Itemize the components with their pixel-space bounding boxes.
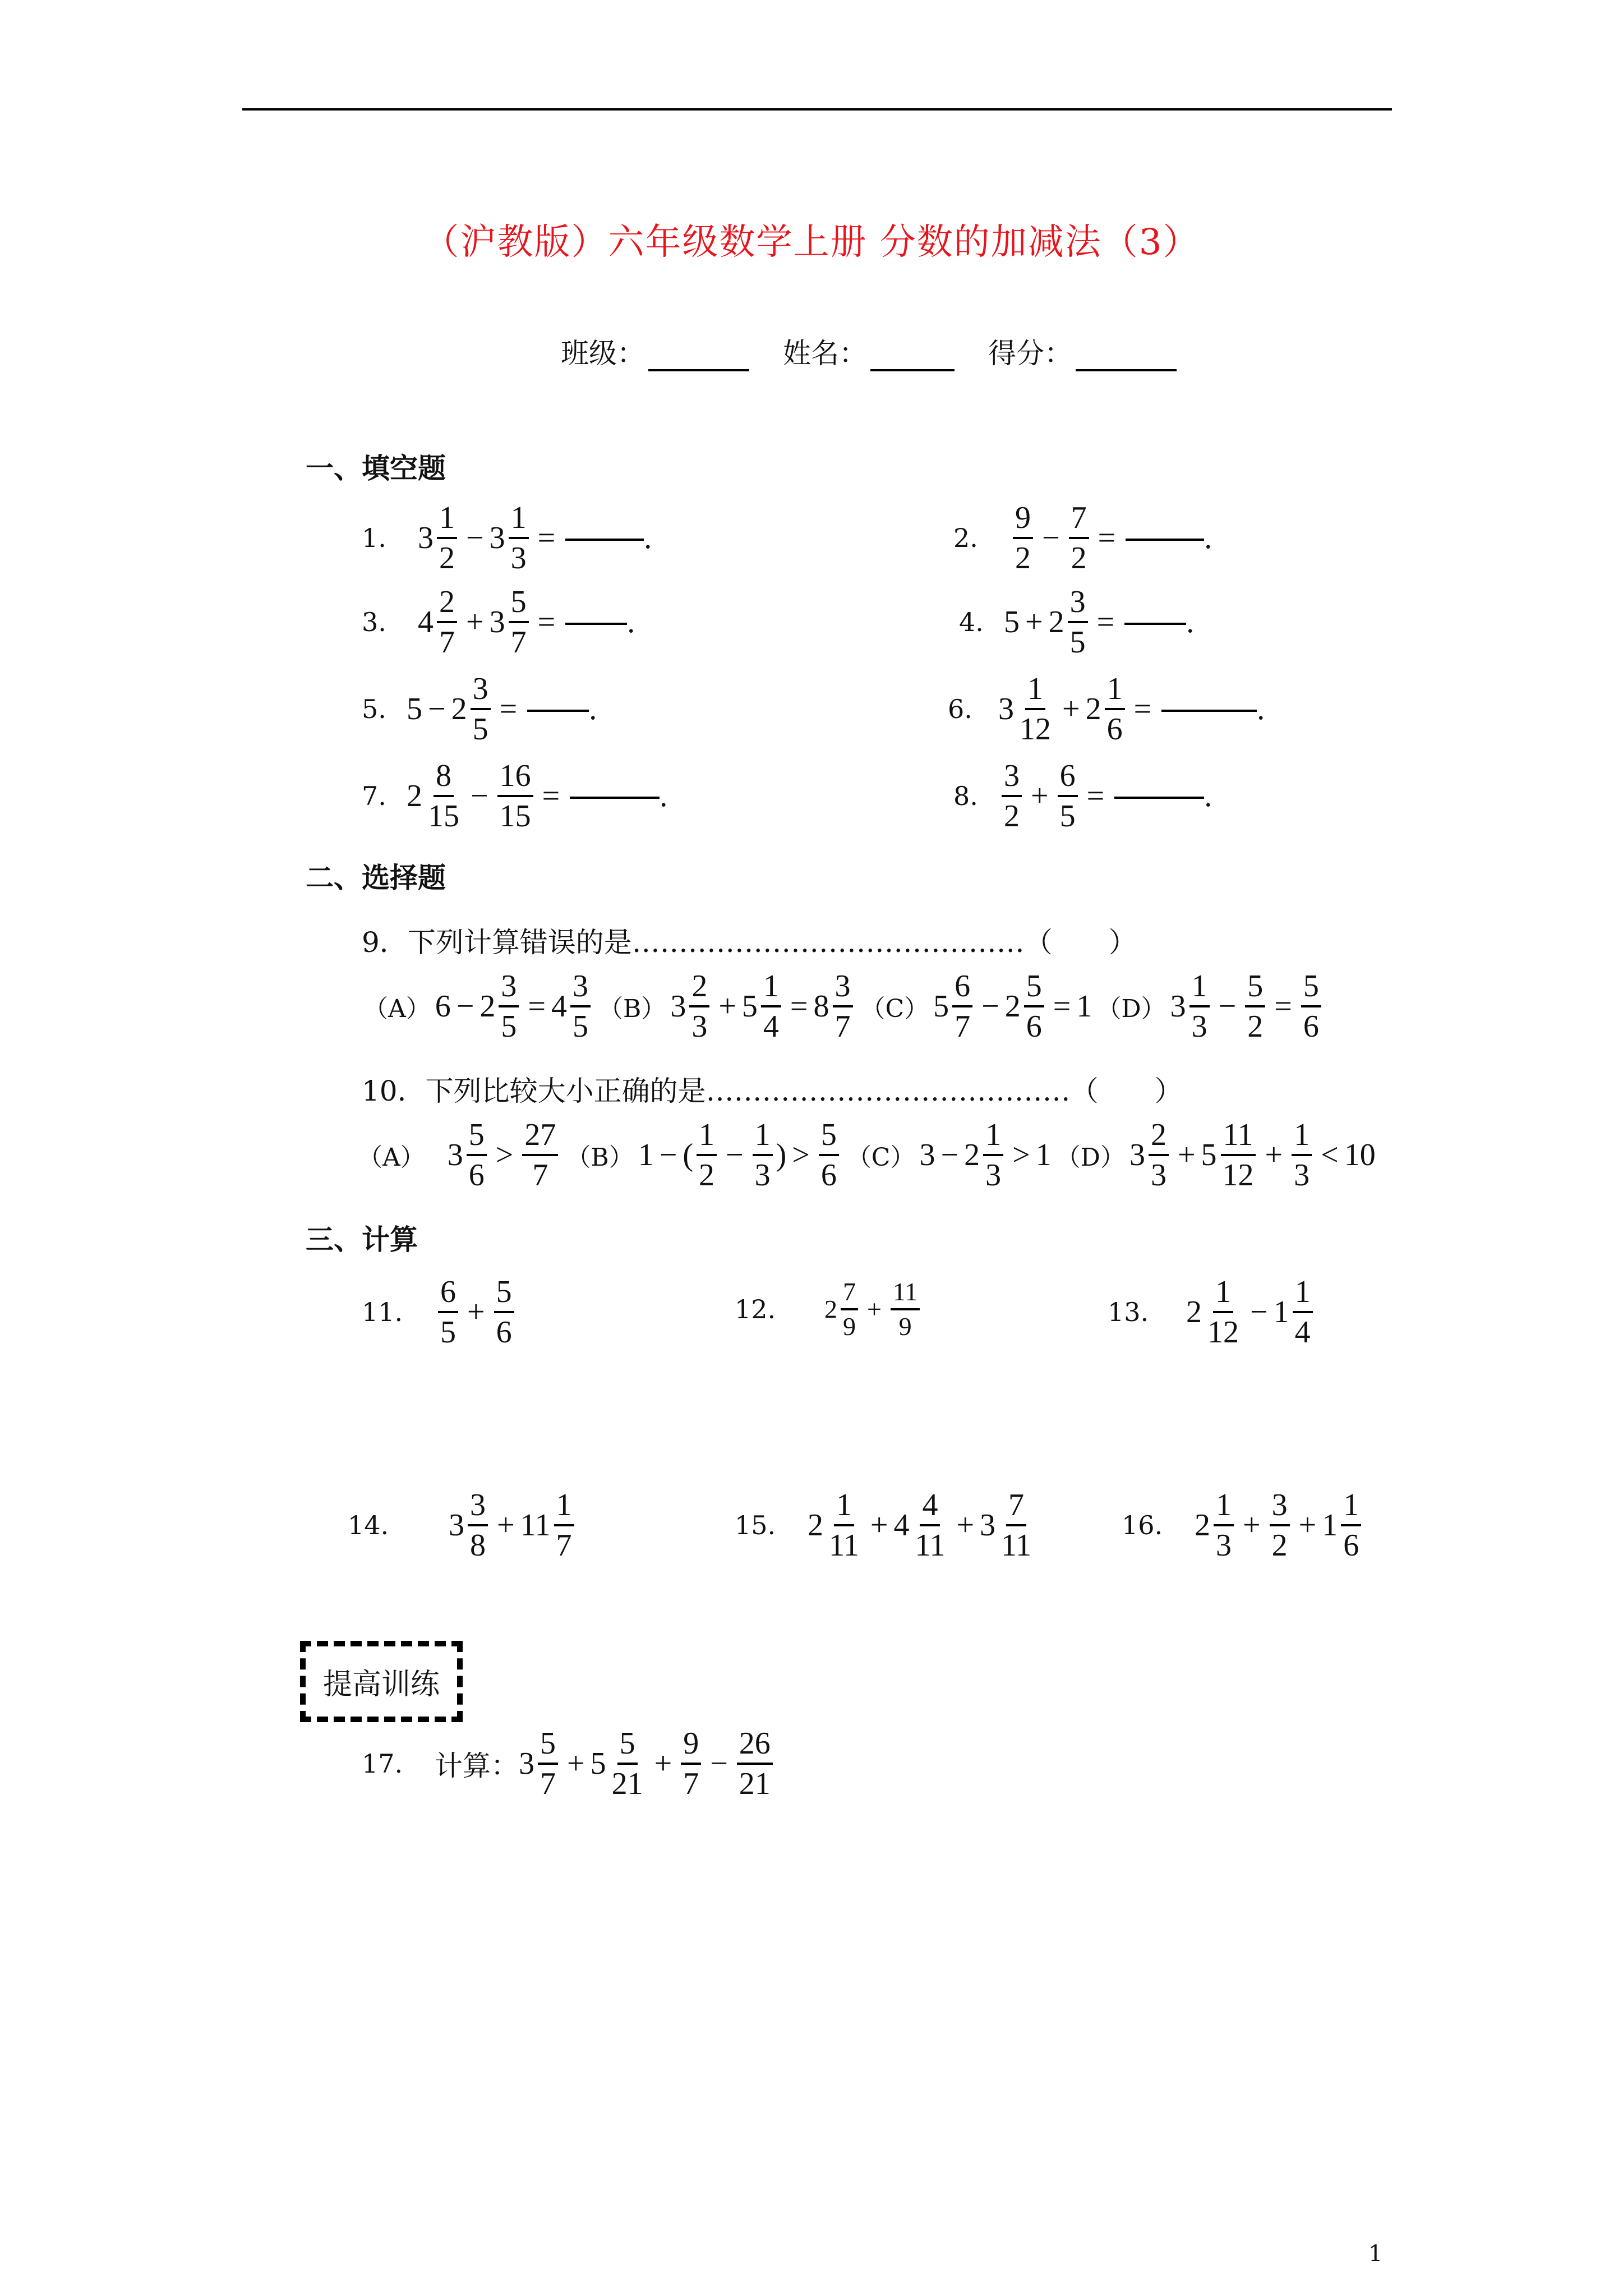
answer-blank[interactable]: [1124, 619, 1186, 625]
question-7: [362, 760, 667, 832]
page-title: （沪教版）六年级数学上册 分数的加减法（3）: [423, 222, 1200, 263]
option-c[interactable]: （C）: [860, 995, 929, 1023]
question-expression: $\frac{6}{5}$ + $\frac{5}{6}$: [435, 1276, 518, 1348]
answer-blank[interactable]: [565, 619, 627, 625]
option-a[interactable]: （A）: [363, 995, 431, 1023]
question-1: [362, 502, 652, 574]
question-expression: 5 − 2 $\frac{3}{5}$ = .: [407, 671, 597, 747]
question-expression: $\frac{3}{2}$ + $\frac{6}{5}$ = .: [998, 760, 1212, 832]
class-label: 班级：: [561, 337, 645, 370]
option-b-expression: 1 − ( $\frac{1}{2}$ − $\frac{1}{3}$ ) > $\frac{5}{6}$: [638, 1119, 842, 1191]
question-number: 8.: [953, 781, 978, 811]
question-12: [735, 1279, 923, 1340]
option-a[interactable]: （A）: [358, 1143, 425, 1172]
answer-blank[interactable]: [570, 793, 660, 799]
question-17: [362, 1728, 776, 1800]
question-number: 12.: [735, 1294, 776, 1324]
answer-blank[interactable]: [1126, 535, 1204, 541]
question-number: 13.: [1108, 1297, 1149, 1327]
question-4: [959, 586, 1194, 658]
answer-blank[interactable]: [1114, 793, 1204, 799]
advanced-training-badge: 提高训练: [300, 1641, 463, 1722]
option-b[interactable]: （B）: [566, 1143, 634, 1172]
section-fill-in: 一、填空题: [306, 452, 446, 485]
student-info: [561, 331, 1177, 371]
question-number: 5.: [362, 694, 386, 724]
question-number: 14.: [348, 1510, 389, 1540]
answer-blank[interactable]: [1161, 706, 1257, 712]
question-2: [953, 502, 1212, 574]
question-15: [735, 1489, 1037, 1561]
option-d[interactable]: （D）: [1096, 995, 1166, 1023]
option-b-expression: 3 $\frac{2}{3}$ + 5 $\frac{1}{4}$ = 8 $\frac{3}{7}$: [670, 970, 856, 1042]
question-8: [953, 760, 1212, 832]
question-text: 9．下列计算错误的是……………………………………（ ）: [362, 926, 1137, 959]
question-5: [362, 673, 597, 745]
name-blank[interactable]: [870, 341, 955, 371]
option-b[interactable]: （B）: [598, 995, 666, 1023]
question-number: 4.: [959, 607, 984, 637]
question-expression: 4 $\frac{2}{7}$ + 3 $\frac{5}{7}$ = .: [418, 585, 635, 660]
section-multiple-choice: 二、选择题: [306, 862, 446, 894]
option-d-expression: 3 $\frac{2}{3}$ + 5 $\frac{11}{12}$ + $\frac{1}{3}$ < 10: [1129, 1117, 1376, 1193]
question-number: 15.: [735, 1510, 776, 1540]
option-d-expression: 3 $\frac{1}{3}$ − $\frac{5}{2}$ = $\frac{5}{6}$: [1170, 970, 1325, 1042]
name-label: 姓名：: [783, 337, 867, 370]
question-10-options: [353, 1119, 1376, 1191]
option-a-expression: 3 $\frac{5}{6}$ > $\frac{27}{7}$: [448, 1119, 562, 1191]
question-number: 7.: [362, 781, 386, 811]
option-c-expression: 5 $\frac{6}{7}$ − 2 $\frac{5}{6}$ = 1: [933, 969, 1092, 1044]
question-number: 2.: [953, 523, 978, 553]
question-expression: 2 $\frac{8}{15}$ − $\frac{16}{15}$ = .: [407, 758, 668, 834]
question-13: [1108, 1276, 1316, 1348]
question-expression: 2 $\frac{1}{12}$ − 1 $\frac{1}{4}$: [1186, 1276, 1316, 1348]
question-number: 16.: [1122, 1510, 1163, 1540]
question-expression: 2 $\frac{1}{11}$ + 4 $\frac{4}{11}$ + 3 $\frac{7}{11}$: [808, 1488, 1031, 1563]
page-number: 1: [1368, 2241, 1383, 2267]
question-11: [362, 1276, 518, 1348]
question-number: 11.: [362, 1297, 403, 1327]
answer-blank[interactable]: [527, 706, 589, 712]
answer-blank[interactable]: [565, 535, 644, 541]
question-expression: $\frac{9}{2}$ − $\frac{7}{2}$ = .: [1009, 502, 1212, 574]
question-14: [348, 1489, 578, 1561]
question-10: [362, 1069, 1183, 1109]
question-expression: 3 $\frac{1}{12}$ + 2 $\frac{1}{6}$ = .: [998, 671, 1265, 747]
question-number: 6.: [948, 694, 972, 724]
question-text: 10．下列比较大小正确的是…………………………………（ ）: [362, 1075, 1183, 1107]
question-number: 3.: [362, 607, 386, 637]
question-label: 计算：: [435, 1750, 519, 1782]
question-expression: 2 $\frac{1}{3}$ + $\frac{3}{2}$ + 1 $\frac{1}{6}$: [1195, 1489, 1364, 1561]
question-expression: 3 $\frac{1}{2}$ − 3 $\frac{1}{3}$ = .: [418, 500, 652, 576]
score-blank[interactable]: [1076, 341, 1177, 371]
score-label: 得分：: [988, 337, 1072, 370]
question-number: 1.: [362, 523, 386, 553]
class-blank[interactable]: [648, 341, 749, 371]
option-a-expression: 6 − 2 $\frac{3}{5}$ = 4 $\frac{3}{5}$: [435, 970, 594, 1042]
question-6: [948, 673, 1265, 745]
question-expression: 2 $\frac{7}{9}$ + $\frac{11}{9}$: [824, 1279, 923, 1340]
option-c-expression: 3 − 2 $\frac{1}{3}$ > 1: [919, 1117, 1052, 1193]
question-16: [1122, 1489, 1364, 1561]
option-d[interactable]: （D）: [1055, 1143, 1125, 1172]
header-rule: [242, 108, 1392, 111]
question-3: [362, 586, 635, 658]
question-9: [362, 920, 1137, 960]
question-number: 17.: [362, 1749, 403, 1779]
question-9-options: [359, 970, 1325, 1042]
question-expression: 3 $\frac{3}{8}$ + 11 $\frac{1}{7}$: [449, 1489, 578, 1561]
option-c[interactable]: （C）: [846, 1143, 915, 1172]
section-calculation: 三、计算: [306, 1223, 418, 1256]
question-expression: 5 + 2 $\frac{3}{5}$ = .: [1004, 585, 1195, 660]
question-expression: 3 $\frac{5}{7}$ + 5 $\frac{5}{21}$ + $\frac{9}{7}$ − $\frac{26}{21}$: [519, 1728, 776, 1800]
